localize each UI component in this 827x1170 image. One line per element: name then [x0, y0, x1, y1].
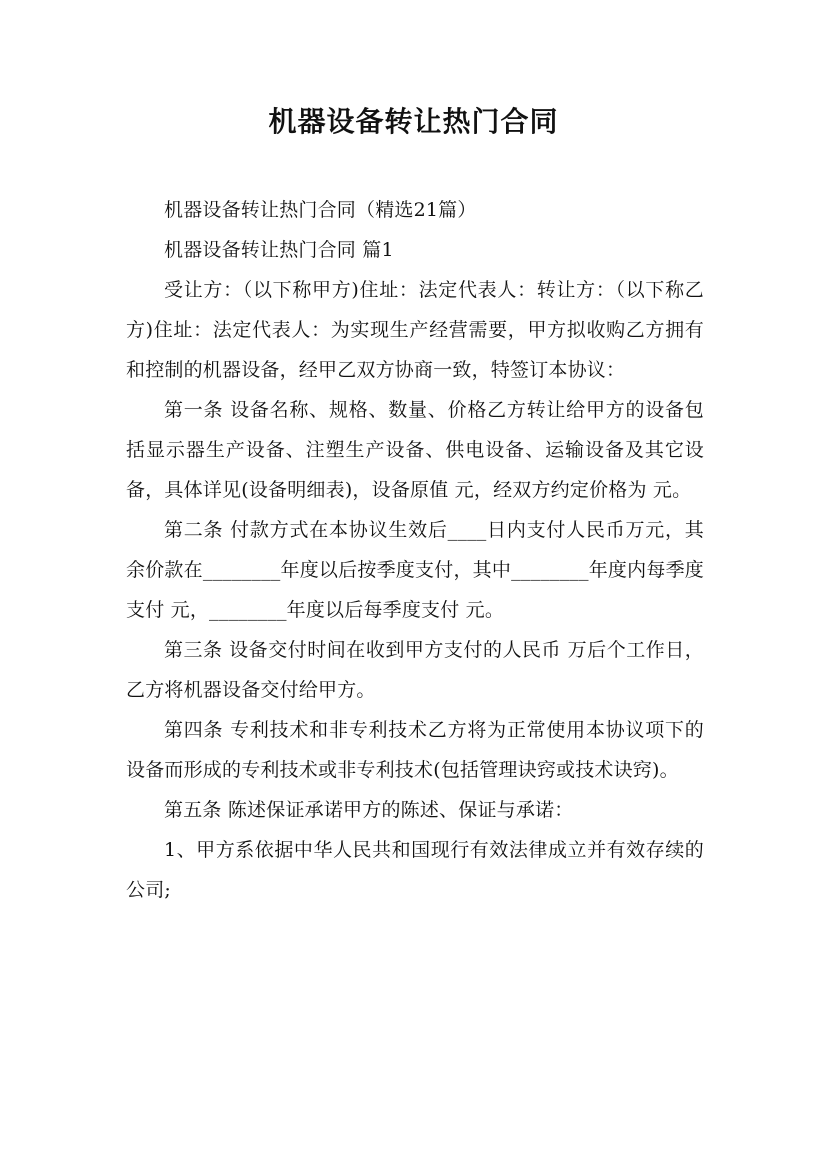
paragraph-article-2: 第二条 付款方式在本协议生效后____日内支付人民币万元，其余价款在________年度以后按季度支付，其中________年度内每季度支付 元，________年度以后每季度支付 元。	[126, 519, 704, 621]
paragraph-parties: 受让方：（以下称甲方)住址：法定代表人：转让方：（以下称乙方)住址：法定代表人：为实现生产经营需要，甲方拟收购乙方拥有和控制的机器设备，经甲乙双方协商一致，特签订本协议：	[126, 279, 704, 381]
paragraph-subtitle: 机器设备转让热门合同（精选21篇）	[164, 199, 477, 221]
paragraph-article-5: 第五条 陈述保证承诺甲方的陈述、保证与承诺：	[164, 799, 574, 821]
paragraph-clause-1: 1、甲方系依据中华人民共和国现行有效法律成立并有效存续的公司;	[126, 839, 704, 901]
document-body	[126, 190, 704, 910]
document-title: 机器设备转让热门合同	[268, 105, 559, 138]
paragraph-article-4: 第四条 专利技术和非专利技术乙方将为正常使用本协议项下的设备而形成的专利技术或非专利技术(包括管理诀窍或技术诀窍)。	[126, 719, 704, 781]
paragraph-article-3: 第三条 设备交付时间在收到甲方支付的人民币 万后个工作日，乙方将机器设备交付给甲方。	[126, 639, 704, 701]
paragraph-section-heading: 机器设备转让热门合同 篇1	[164, 239, 394, 261]
paragraph-article-1: 第一条 设备名称、规格、数量、价格乙方转让给甲方的设备包括显示器生产设备、注塑生产设备、供电设备、运输设备及其它设备，具体详见(设备明细表)，设备原值 元，经双方约定价格为 元。	[126, 399, 704, 501]
